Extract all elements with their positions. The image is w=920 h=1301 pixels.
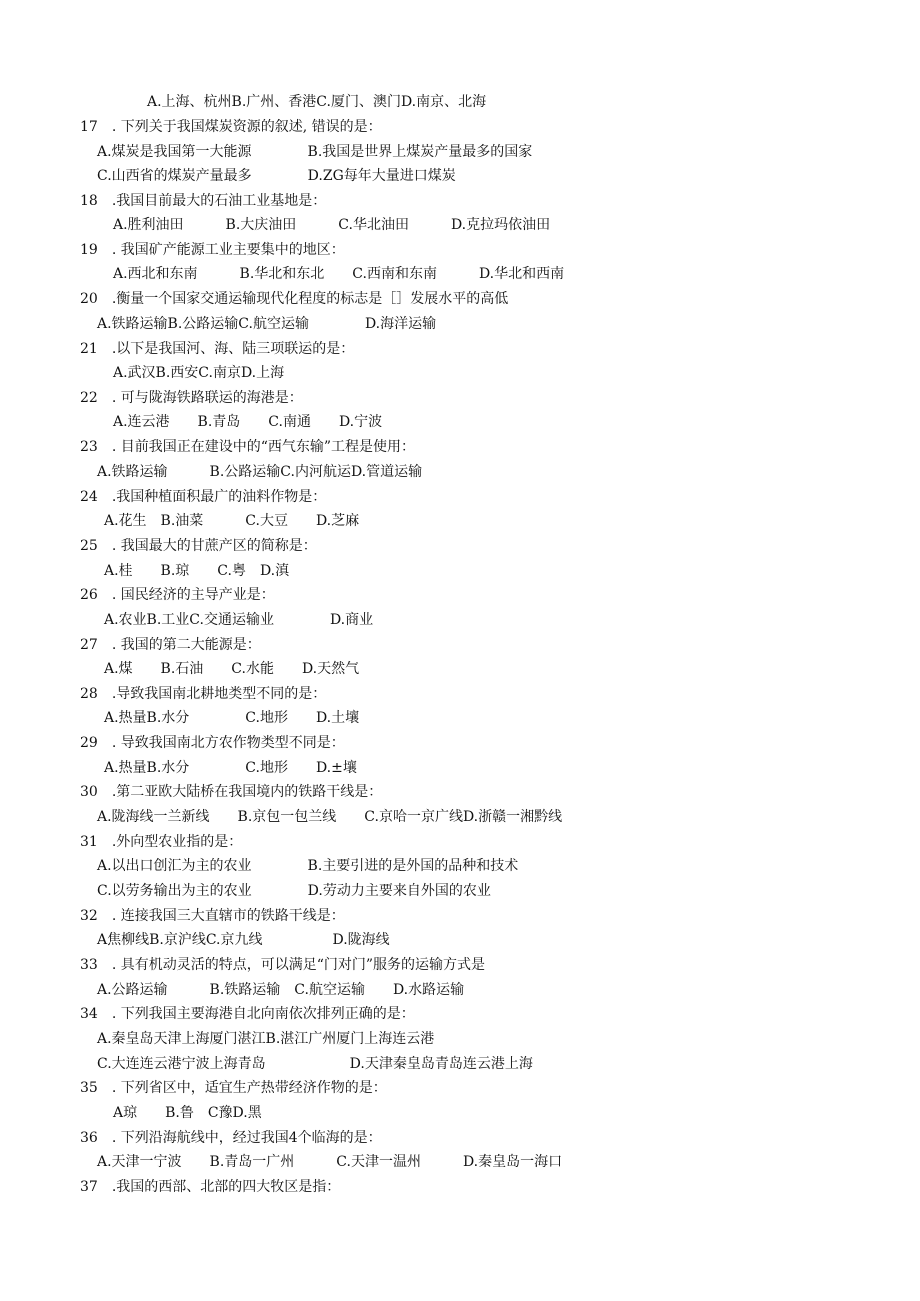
question-37: 37 .我国的西部、北部的四大牧区是指： <box>80 1179 341 1195</box>
options-36: A.天津一宁波 B.青岛一广州 C.天津一温州 D.秦皇岛一海口 <box>97 1154 563 1170</box>
question-19: 19 . 我国矿产能源工业主要集中的地区： <box>80 242 345 258</box>
question-33: 33 . 具有机动灵活的特点，可以满足“门对门”服务的运输方式是 <box>80 957 486 973</box>
question-30: 30 .第二亚欧大陆桥在我国境内的铁路干线是： <box>80 784 383 800</box>
question-27: 27 . 我国的第二大能源是： <box>80 637 261 653</box>
question-31: 31 .外向型农业指的是： <box>80 834 243 850</box>
options-27: A.煤 B.石油 C.水能 D.天然气 <box>104 661 360 677</box>
options-35: A琼 B.鲁 C豫D.黑 <box>113 1105 262 1121</box>
question-26: 26 . 国民经济的主导产业是： <box>80 587 275 603</box>
options-17-ab: A.煤炭是我国第一大能源 B.我国是世界上煤炭产量最多的国家 <box>97 144 533 160</box>
question-34: 34 . 下列我国主要海港自北向南依次排列正确的是： <box>80 1006 415 1022</box>
options-21: A.武汉B.西安C.南京D.上海 <box>113 365 285 381</box>
options-24: A.花生 B.油菜 C.大豆 D.芝麻 <box>104 513 360 529</box>
options-28: A.热量B.水分 C.地形 D.土壤 <box>104 710 360 726</box>
options-34-cd: C.大连连云港宁波上海青岛 D.天津秦皇岛青岛连云港上海 <box>97 1056 533 1072</box>
question-18: 18 .我国目前最大的石油工业基地是： <box>80 193 327 209</box>
options-17-cd: C.山西省的煤炭产量最多 D.ZG每年大量进口煤炭 <box>97 168 456 184</box>
options-31-ab: A.以出口创汇为主的农业 B.主要引进的是外国的品种和技术 <box>97 858 519 874</box>
options-33: A.公路运输 B.铁路运输 C.航空运输 D.水路运输 <box>97 982 465 998</box>
question-20: 20 .衡量一个国家交通运输现代化程度的标志是［］发展水平的高低 <box>80 291 509 307</box>
question-17: 17 . 下列关于我国煤炭资源的叙述, 错误的是： <box>80 119 382 135</box>
question-29: 29 . 导致我国南北方农作物类型不同是： <box>80 735 345 751</box>
question-22: 22 . 可与陇海铁路联运的海港是： <box>80 390 303 406</box>
options-32: A焦柳线B.京沪线C.京九线 D.陇海线 <box>97 932 390 948</box>
options-34-ab: A.秦皇岛天津上海厦门湛江B.湛江广州厦门上海连云港 <box>97 1031 435 1047</box>
question-35: 35 . 下列省区中，适宜生产热带经济作物的是： <box>80 1080 387 1096</box>
question-36: 36 . 下列沿海航线中，经过我国4个临海的是： <box>80 1130 382 1146</box>
answer-options-prev: A.上海、杭州B.广州、香港C.厦门、澳门D.南京、北海 <box>147 94 487 110</box>
options-26: A.农业B.工业C.交通运输业 D.商业 <box>104 612 374 628</box>
question-28: 28 .导致我国南北耕地类型不同的是： <box>80 686 327 702</box>
question-21: 21 .以下是我国河、海、陆三项联运的是： <box>80 341 355 357</box>
options-31-cd: C.以劳务输出为主的农业 D.劳动力主要来自外国的农业 <box>97 883 491 899</box>
options-18: A.胜利油田 B.大庆油田 C.华北油田 D.克拉玛依油田 <box>113 217 551 233</box>
question-32: 32 . 连接我国三大直辖市的铁路干线是： <box>80 908 345 924</box>
question-23: 23 . 目前我国正在建设中的“西气东输”工程是使用： <box>80 439 416 455</box>
options-20: A.铁路运输B.公路运输C.航空运输 D.海洋运输 <box>97 316 437 332</box>
options-25: A.桂 B.琼 C.粤 D.滇 <box>104 563 290 579</box>
options-29: A.热量B.水分 C.地形 D.±壤 <box>104 760 357 776</box>
options-23: A.铁路运输 B.公路运输C.内河航运D.管道运输 <box>97 464 423 480</box>
question-24: 24 .我国种植面积最广的油料作物是： <box>80 489 327 505</box>
question-25: 25 . 我国最大的甘蔗产区的简称是： <box>80 538 317 554</box>
options-19: A.西北和东南 B.华北和东北 C.西南和东南 D.华北和西南 <box>113 266 565 282</box>
options-30: A.陇海线一兰新线 B.京包一包兰线 C.京哈一京广线D.浙赣一湘黔线 <box>97 809 563 825</box>
options-22: A.连云港 B.青岛 C.南通 D.宁波 <box>113 414 383 430</box>
